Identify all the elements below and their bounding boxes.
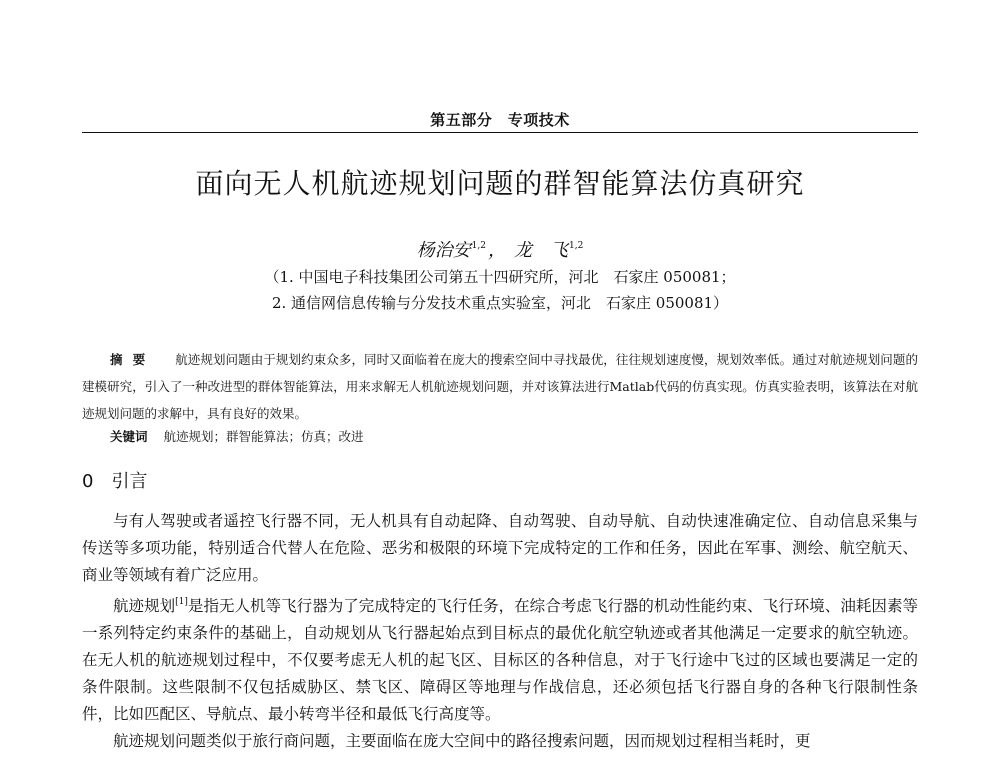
abstract-text: 航迹规划问题由于规划约束众多，同时又面临着在庞大的搜索空间中寻找最优，往往规划速度慢，规划效率低。通过对航迹规划问题的建模研究，引入了一种改进型的群体智能算法，用来求解无人机航迹规划问题，并对该算法进行Matlab代码的仿真实现。仿真实验表明，该算法在对航迹规划问题的求解中，具有良好的效果。 bbox=[82, 352, 918, 421]
running-head: 第五部分 专项技术 bbox=[430, 111, 570, 129]
author-affil-mark: 1,2 bbox=[471, 241, 486, 251]
keywords-text: 航迹规划；群智能算法；仿真；改进 bbox=[163, 429, 364, 444]
section-heading bbox=[82, 467, 147, 493]
abstract-label: 摘要 bbox=[110, 352, 156, 367]
author-affil-mark: 1,2 bbox=[569, 241, 584, 251]
affiliation-1: （1. 中国电子科技集团公司第五十四研究所，河北 石家庄 050081； bbox=[264, 268, 736, 286]
author-line bbox=[0, 236, 1000, 262]
keywords-label: 关键词 bbox=[110, 429, 148, 444]
citation-ref: [1] bbox=[175, 597, 188, 607]
paragraph: 与有人驾驶或者遥控飞行器不同，无人机具有自动起降、自动驾驶、自动导航、自动快速准确定位、自动信息采集与传送等多项功能，特别适合代替人在危险、恶劣和极限的环境下完成特定的工作和任务，因此在军事、测绘、航空航天、商业等领域有着广泛应用。 bbox=[82, 512, 918, 584]
abstract bbox=[82, 346, 918, 427]
paper-title: 面向无人机航迹规划问题的群智能算法仿真研究 bbox=[195, 167, 805, 200]
paragraph: 航迹规划问题类似于旅行商问题，主要面临在庞大空间中的路径搜索问题，因而规划过程相当耗时，更 bbox=[113, 732, 811, 750]
paragraph-lead: 航迹规划 bbox=[113, 597, 176, 615]
keywords bbox=[110, 427, 364, 445]
section-title: 引言 bbox=[111, 471, 148, 492]
paragraph-rest: 是指无人机等飞行器为了完成特定的飞行任务，在综合考虑飞行器的机动性能约束、飞行环境、油耗因素等一系列特定约束条件的基础上，自动规划从飞行器起始点到目标点的最优化航空轨迹或者其他满足一定要求的航空轨迹。在无人机的航迹规划过程中，不仅要考虑无人机的起飞区、目标区的各种信息，对于飞行途中飞过的区域也要满足一定的条件限制。这些限制不仅包括威胁区、禁飞区、障碍区等地理与作战信息，还必须包括飞行器自身的各种飞行限制性条件，比如匹配区、导航点、最小转弯半径和最低飞行高度等。 bbox=[82, 597, 918, 723]
author-separator: ， bbox=[488, 240, 506, 261]
author-name: 杨治安 bbox=[416, 240, 471, 261]
paragraph bbox=[82, 589, 918, 728]
author-name: 龙 飞 bbox=[514, 240, 568, 261]
header-rule bbox=[82, 132, 918, 133]
affiliation-2: 2. 通信网信息传输与分发技术重点实验室，河北 石家庄 050081） bbox=[271, 294, 729, 312]
body-text bbox=[82, 508, 918, 755]
section-number: 0 bbox=[82, 471, 94, 492]
